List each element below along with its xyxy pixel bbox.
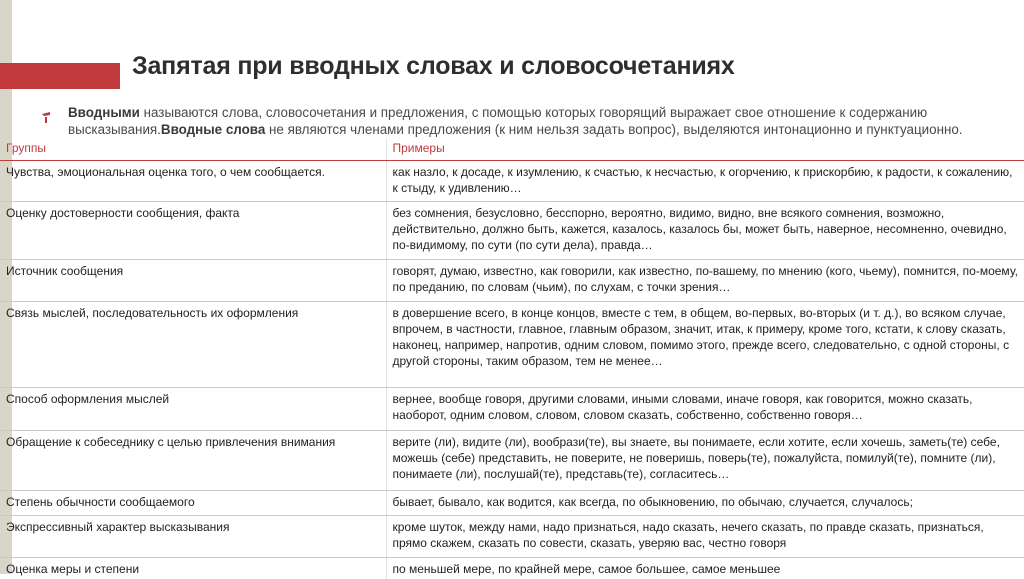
examples-cell: бывает, бывало, как водится, как всегда, по обыкновению, по обычаю, случается, случалось; bbox=[386, 491, 1024, 516]
table-row bbox=[0, 558, 1024, 579]
table-row bbox=[0, 202, 1024, 260]
group-cell: Степень обычности сообщаемого bbox=[0, 491, 386, 516]
group-cell: Связь мыслей, последовательность их оформления bbox=[0, 302, 386, 388]
examples-cell: кроме шуток, между нами, надо признаться, надо сказать, нечего сказать, по правде сказать, признаться, прямо скажем, сказать по совести, сказать, уверяю вас, честно говоря bbox=[386, 516, 1024, 558]
group-cell: Чувства, эмоциональная оценка того, о чем сообщается. bbox=[0, 161, 386, 202]
table-row bbox=[0, 161, 1024, 202]
intro-term-1: Вводными bbox=[68, 105, 140, 120]
group-cell: Оценку достоверности сообщения, факта bbox=[0, 202, 386, 260]
group-cell: Источник сообщения bbox=[0, 260, 386, 302]
table-row bbox=[0, 491, 1024, 516]
examples-cell: говорят, думаю, известно, как говорили, как известно, по-вашему, по мнению (кого, чьему), помнится, по-моему, по преданию, по словам (чьим), по слухам, с точки зрения… bbox=[386, 260, 1024, 302]
group-cell: Способ оформления мыслей bbox=[0, 388, 386, 431]
group-cell: Оценка меры и степени bbox=[0, 558, 386, 579]
group-cell: Обращение к собеседнику с целью привлечения внимания bbox=[0, 431, 386, 491]
examples-cell: верите (ли), видите (ли), вообрази(те), вы знаете, вы понимаете, если хотите, если хочешь, заметь(те) себе, можешь (себе) представить, не поверите, не поверишь, поверь(те), пожалуйста, помилуй(те), помните (ли), понимаете (ли), послушай(те), представь(те), согласитесь… bbox=[386, 431, 1024, 491]
title-accent-bar bbox=[0, 63, 120, 89]
bullet-icon bbox=[42, 112, 52, 124]
intro-term-2: Вводные слова bbox=[161, 122, 265, 137]
table-row bbox=[0, 431, 1024, 491]
examples-cell: вернее, вообще говоря, другими словами, иными словами, иначе говоря, как говорится, можно сказать, наоборот, одним словом, словом, словом сказать, собственно, собственно говоря… bbox=[386, 388, 1024, 431]
examples-cell: как назло, к досаде, к изумлению, к счастью, к несчастью, к огорчению, к прискорбию, к радости, к сожалению, к стыду, к удивлению… bbox=[386, 161, 1024, 202]
group-cell: Экспрессивный характер высказывания bbox=[0, 516, 386, 558]
examples-cell: без сомнения, безусловно, бесспорно, вероятно, видимо, видно, вне всякого сомнения, возможно, действительно, должно быть, кажется, казалось, казалось бы, может быть, наверное, несомненно, очевидно, по-видимому, по сути (по сути дела), правда… bbox=[386, 202, 1024, 260]
examples-cell: в довершение всего, в конце концов, вместе с тем, в общем, во-первых, во-вторых (и т. д.), во всяком случае, впрочем, в частности, главное, главным образом, значит, итак, к примеру, кроме того, кстати, к слову сказать, наконец, например, напротив, одним словом, помимо этого, прежде всего, следовательно, с одной стороны, с другой стороны, таким образом, тем не менее… bbox=[386, 302, 1024, 388]
column-header-examples: Примеры bbox=[386, 138, 1024, 161]
slide-title: Запятая при вводных словах и словосочетаниях bbox=[132, 52, 735, 81]
column-header-groups: Группы bbox=[0, 138, 386, 161]
intro-paragraph bbox=[68, 104, 968, 138]
intro-words-table bbox=[0, 138, 1024, 579]
table-header-row bbox=[0, 138, 1024, 161]
intro-text-2: не являются членами предложения (к ним нельзя задать вопрос), выделяются интонационно и пунктуационно. bbox=[265, 122, 962, 137]
examples-cell: по меньшей мере, по крайней мере, самое большее, самое меньшее bbox=[386, 558, 1024, 579]
table-row bbox=[0, 388, 1024, 431]
intro-text-1: называются слова, словосочетания и предложения, с помощью которых говорящий выражает свое отношение к содержанию высказывания. bbox=[68, 105, 927, 137]
table-row bbox=[0, 516, 1024, 558]
table-row bbox=[0, 260, 1024, 302]
table-row bbox=[0, 302, 1024, 388]
